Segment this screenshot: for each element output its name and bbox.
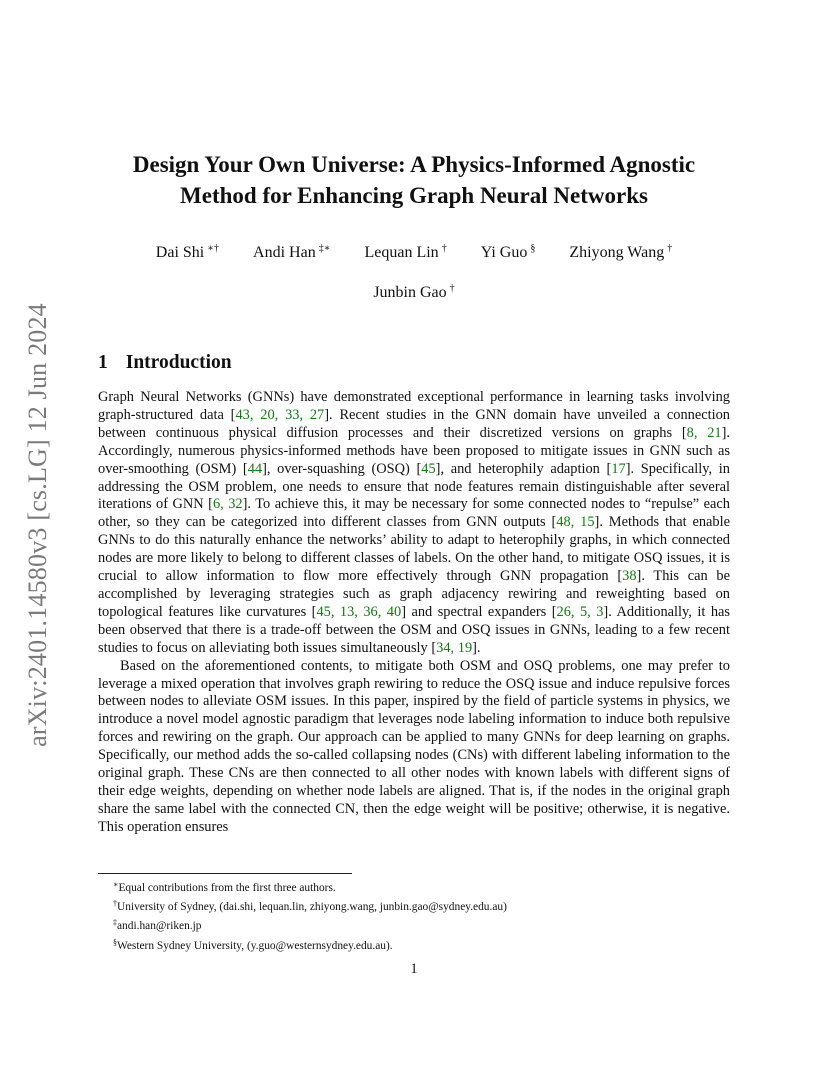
author: Andi Han ‡∗ [253, 243, 331, 261]
footnote: ∗Equal contributions from the first three authors. [113, 880, 336, 894]
footnotes [98, 877, 738, 954]
title-line-1: Design Your Own Universe: A Physics-Informed Agnostic [132, 152, 696, 177]
paper-title [60, 149, 768, 211]
author: Junbin Gao † [373, 283, 455, 301]
citation-link[interactable]: 38 [622, 568, 637, 585]
citation-link[interactable]: 48, 15 [556, 514, 595, 531]
citation-link[interactable]: 26, 5, 3 [556, 603, 604, 620]
footnote-rule [98, 873, 352, 874]
body-text [98, 389, 730, 837]
footnote: ‡andi.han@riken.jp [113, 918, 202, 933]
citation-link[interactable]: 8, 21 [686, 424, 722, 441]
section-number: 1 [98, 352, 108, 373]
citation-link[interactable]: 17 [611, 460, 626, 477]
section-heading [98, 352, 232, 374]
author: Lequan Lin † [364, 243, 447, 261]
citation-link[interactable]: 44 [247, 460, 263, 477]
citation-link[interactable]: 45 [421, 460, 436, 477]
arxiv-identifier [20, 290, 56, 760]
footnote: †University of Sydney, (dai.shi, lequan.lin, zhiyong.wang, junbin.gao@sydney.edu.au) [113, 899, 507, 914]
arxiv-id-text: arXiv:2401.14580v3 [cs.LG] 12 Jun 2024 [23, 303, 52, 747]
citation-link[interactable]: 45, 13, 36, 40 [316, 603, 402, 620]
author: Yi Guo § [480, 243, 536, 261]
author: Dai Shi ∗† [155, 243, 220, 261]
section-title: Introduction [125, 352, 232, 373]
footnote: §Western Sydney University, (y.guo@westernsydney.edu.au). [113, 937, 393, 952]
paragraph-1: Graph Neural Networks (GNNs) have demonstrated exceptional performance in learning tasks involving graph-structured data [43, 20, 33, 27]. Recent studies in the GNN domain have unveiled a connection between continuous physical diffusion processes and their discretized versions on graphs [8, 21]. Accordingly, numerous physics-informed methods have been proposed to mitigate issues in GNN such as over-smoothing (OSM) [44], over-squashing (OSQ) [45], and heterophily adaption [17]. Specifically, in addressing the OSM problem, one needs to ensure that node features remain distinguishable after several iterations of GNN [6, 32]. To achieve this, it may be necessary for some connected nodes to “repulse” each other, so they can be categorized into different classes from GNN outputs [48, 15]. Methods that enable GNNs to do this naturally enhance the networks’ ability to adapt to heterophily graphs, in which connected nodes are more likely to belong to different classes of labels. On the other hand, to mitigate OSQ issues, it is crucial to allow information to flow more effectively through GNN propagation [38]. This can be accomplished by leveraging strategies such as graph adjacency rewiring and reweighting based on topological features like curvatures [45, 13, 36, 40] and spectral expanders [26, 5, 3]. Additionally, it has been observed that there is a trade-off between the OSM and OSQ issues in GNNs, leading to a few recent studies to focus on alleviating both issues simultaneously [34, 19]. [98, 389, 731, 656]
author: Zhiyong Wang † [569, 243, 673, 261]
title-line-2: Method for Enhancing Graph Neural Networks [180, 183, 648, 208]
citation-link[interactable]: 43, 20, 33, 27 [235, 406, 325, 423]
citation-link[interactable]: 6, 32 [212, 496, 243, 513]
page-number: 1 [410, 961, 418, 977]
citation-link[interactable]: 34, 19 [436, 639, 473, 656]
paragraph-2: Based on the aforementioned contents, to mitigate both OSM and OSQ problems, one may prefer to leverage a mixed operation that involves graph rewiring to reduce the OSQ issue and induce repulsive forces between nodes to alleviate OSM issues. In this paper, inspired by the field of particle systems in physics, we introduce a novel model agnostic paradigm that leverages node labeling information to induce both repulsive forces and rewiring on the graph. Our approach can be applied to many GNNs for deep learning on graphs. Specifically, our method adds the so-called collapsing nodes (CNs) with different labeling information to the original graph. These CNs are then connected to all other nodes with known labels with different signs of their edge weights, depending on whether node labels are aligned. That is, if the nodes in the original graph share the same label with the connected CN, then the edge weight will be positive; otherwise, it is negative. This operation ensures [98, 657, 730, 835]
author-list [0, 238, 828, 304]
